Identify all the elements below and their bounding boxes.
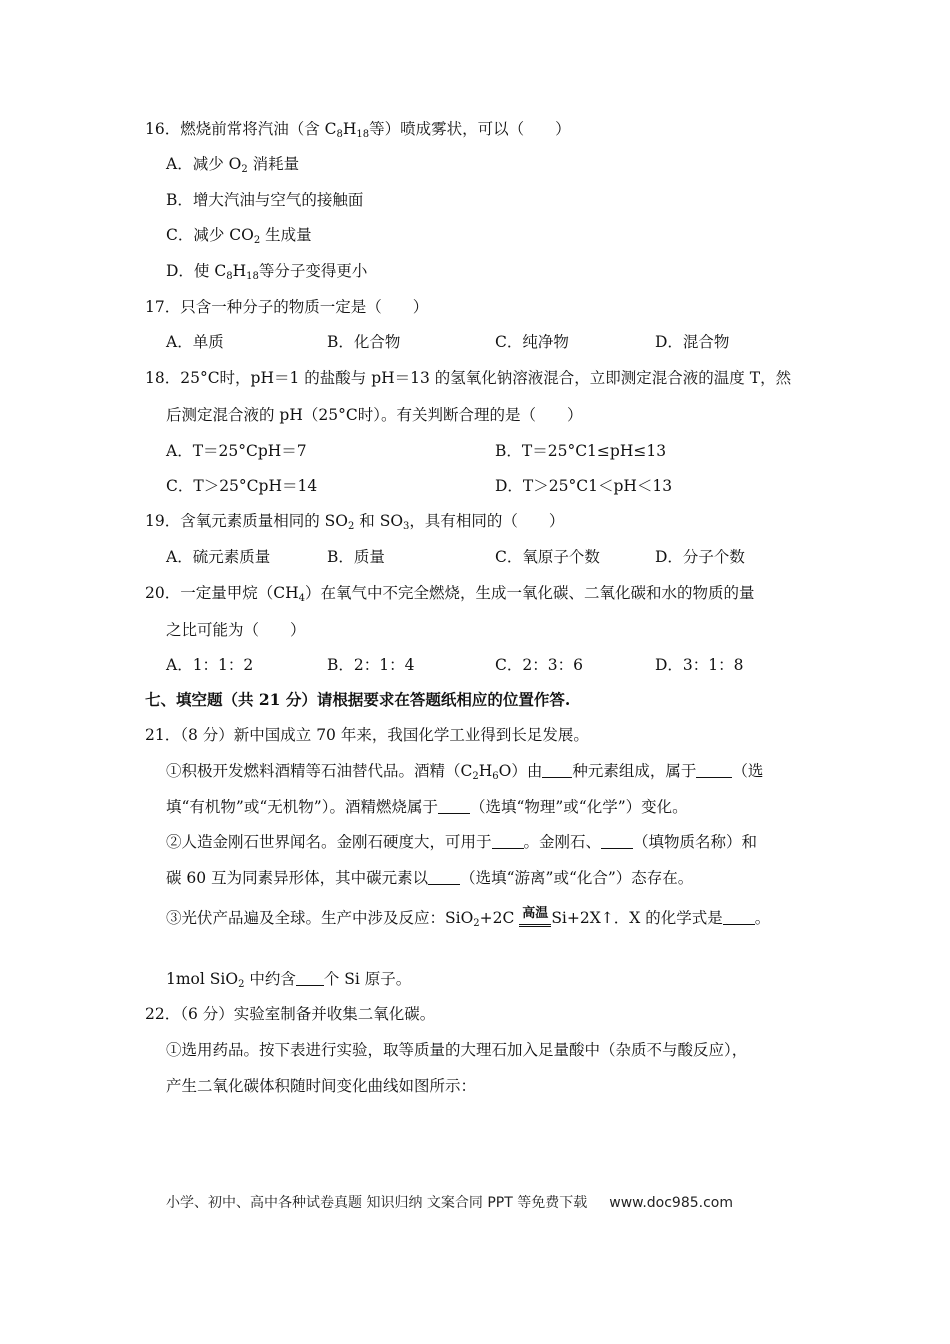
question-19-stem: 19．含氧元素质量相同的 $SO_2$ 和 $SO_3$，具有相同的（ ）: [145, 512, 565, 532]
question-18-line1: 18．25°C时，pH＝1 的盐酸与 pH＝13 的氢氧化钠溶液混合，立即测定混合液的温度 T，然: [145, 369, 792, 387]
footer-text: 小学、初中、高中各种试卷真题 知识归纳 文案合同 PPT 等免费下载: [166, 1195, 588, 1211]
q19-option-c: C．氧原子个数: [495, 548, 600, 566]
q20-option-c: C．2：3：6: [495, 656, 583, 674]
q16-option-d: D．使 $C_8H_{18}$等分子变得更小: [166, 262, 368, 282]
q20-option-d: D．3：1：8: [655, 656, 744, 674]
q21-part2-line1: ②人造金刚石世界闻名。金刚石硬度大，可用于 。金刚石、 （填物质名称）和: [166, 833, 758, 851]
q21-part3-line1: ③光伏产品遍及全球。生产中涉及反应：SiO$_2$+2C 高温 Si+2X↑．X 的化学式是 。: [166, 907, 770, 935]
q17-option-c: C．纯净物: [495, 333, 569, 351]
question-17-stem: 17．只含一种分子的物质一定是（ ）: [145, 298, 429, 316]
footer-site-link[interactable]: www.doc985.com: [609, 1195, 733, 1211]
q16-option-b: B．增大汽油与空气的接触面: [166, 191, 364, 209]
q21-part2-line2: 碳 60 互为同素异形体，其中碳元素以 （选填“游离”或“化合”）态存在。: [166, 869, 694, 887]
q17-option-b: B．化合物: [327, 333, 401, 351]
answer-blank[interactable]: [601, 834, 633, 849]
q16-option-a: A．减少 $O_2$ 消耗量: [166, 155, 300, 175]
answer-blank[interactable]: [438, 799, 470, 814]
q16-option-c: C．减少 $CO_2$ 生成量: [166, 226, 312, 246]
question-18-line2: 后测定混合液的 pH（25°C时）。有关判断合理的是（ ）: [166, 406, 583, 424]
q17-option-a: A．单质: [166, 333, 224, 351]
q21-part3-line2: 1mol SiO$_2$ 中约含 个 Si 原子。: [166, 970, 412, 990]
question-21-head: 21．（8 分）新中国成立 70 年来，我国化学工业得到长足发展。: [145, 726, 589, 744]
q18-option-c: C．T＞25°CpH＝14: [166, 477, 318, 495]
q22-part1-line2: 产生二氧化碳体积随时间变化曲线如图所示：: [166, 1077, 477, 1095]
answer-blank[interactable]: [492, 834, 524, 849]
answer-blank[interactable]: [723, 910, 755, 925]
question-20-line1: 20．一定量甲烷$(CH_4)$在氧气中不完全燃烧，生成一氧化碳、二氧化碳和水的物质的量: [145, 584, 755, 604]
page-footer: [166, 1192, 733, 1212]
answer-blank[interactable]: [542, 763, 572, 778]
question-16-stem: 16．燃烧前常将汽油（含 $C_8H_{18}$等）喷成雾状，可以（ ）: [145, 120, 571, 140]
answer-blank[interactable]: [296, 971, 324, 986]
q18-option-a: A．T＝25°CpH＝7: [166, 442, 307, 460]
q20-option-a: A．1：1：2: [166, 656, 254, 674]
question-20-line2: 之比可能为（ ）: [166, 621, 306, 639]
q19-option-d: D．分子个数: [655, 548, 745, 566]
q21-part1-line2: 填“有机物”或“无机物”）。酒精燃烧属于 （选填“物理”或“化学”）变化。: [166, 798, 688, 816]
answer-blank[interactable]: [696, 763, 732, 778]
q18-option-d: D．T＞25°C1＜pH＜13: [495, 477, 673, 495]
q18-option-b: B．T＝25°C1≤pH≤13: [495, 442, 667, 460]
q17-option-d: D．混合物: [655, 333, 730, 351]
reaction-condition: 高温: [519, 913, 551, 935]
answer-blank[interactable]: [428, 870, 460, 885]
q21-part1-line1: ①积极开发燃料酒精等石油替代品。酒精$(C_2H_6O)$由 种元素组成，属于 （选: [166, 762, 764, 782]
q22-part1-line1: ①选用药品。按下表进行实验，取等质量的大理石加入足量酸中（杂质不与酸反应），: [166, 1041, 748, 1059]
section-heading: 七、填空题（共 21 分）请根据要求在答题纸相应的位置作答.: [145, 690, 571, 709]
q19-option-a: A．硫元素质量: [166, 548, 271, 566]
question-22-head: 22．（6 分）实验室制备并收集二氧化碳。: [145, 1005, 436, 1023]
q19-option-b: B．质量: [327, 548, 385, 566]
q20-option-b: B．2：1：4: [327, 656, 415, 674]
